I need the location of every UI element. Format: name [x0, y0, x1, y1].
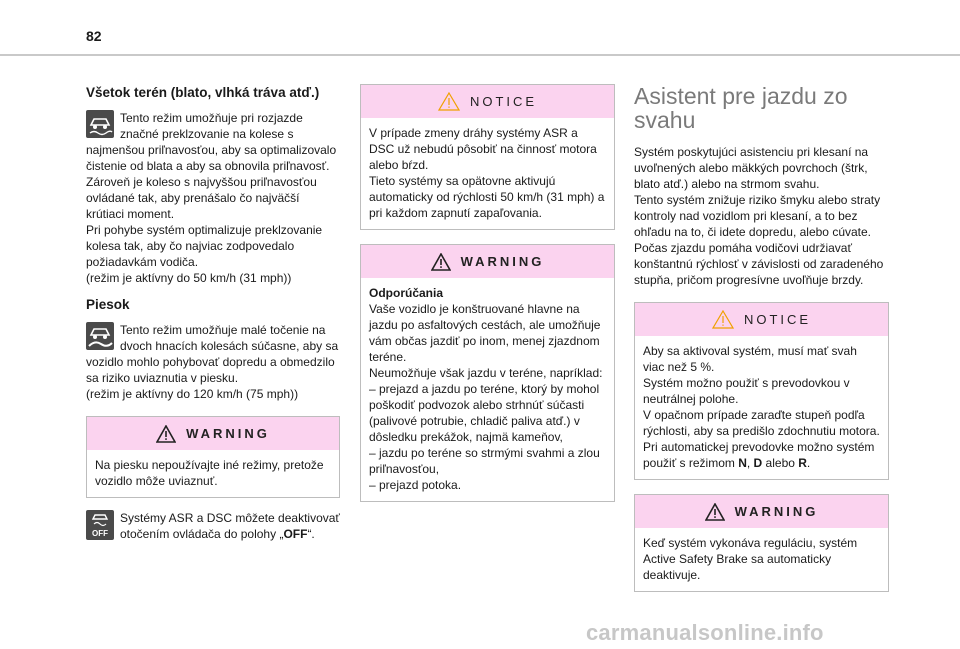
- column-3: [634, 84, 889, 604]
- sand-mode-icon: [86, 322, 114, 350]
- warning-text: Vaše vozidlo je konštruované hlavne na jazdu po asfaltových cestách, ale umožňuje vám občas jazdiť po inom, menej zjazdnom teréne. Neumožňuje však jazdu v teréne, napríklad: – prejazd a jazdu po teréne, ktorý by mohol poškodiť podvozok alebo strhnúť súčasti (palivové potrubie, chladič paliva atď.) v dôsledku prekážok, najmä kameňov, – jazdu po teréne so strmými svahmi a zlou priľnavosťou, – prejazd potoka.: [369, 302, 603, 492]
- section-title-hill-descent: Asistent pre jazdu zo svahu: [634, 83, 848, 133]
- off-icon-label: OFF: [92, 529, 108, 538]
- warning-text: Na piesku nepoužívajte iné režimy, pretože vozidlo môže uviaznuť.: [95, 458, 324, 488]
- warning-box-sand: [86, 416, 340, 498]
- sand-block: [86, 322, 340, 402]
- notice-triangle-icon: [438, 92, 460, 111]
- notice-title: NOTICE: [743, 311, 812, 327]
- warning-header: [361, 245, 614, 278]
- notice-header: [361, 85, 614, 118]
- warning-header: [87, 417, 339, 450]
- warning-subheading: Odporúčania: [369, 286, 444, 300]
- off-position: OFF: [283, 527, 308, 541]
- warning-title: WARNING: [734, 503, 819, 519]
- warning-body: [361, 278, 614, 501]
- warning-triangle-icon: [156, 425, 176, 443]
- warning-triangle-icon: [705, 503, 725, 521]
- notice-text: V prípade zmeny dráhy systémy ASR a DSC už nebudú pôsobiť na činnosť motora alebo bŕzd. Tieto systémy sa opätovne aktivujú automaticky od rýchlosti 50 km/h (31 mph) a pri každom zapnutí zapaľovania.: [369, 126, 605, 220]
- column-2: [360, 84, 615, 514]
- notice-header: [635, 303, 888, 336]
- warning-header: [635, 495, 888, 528]
- asr-off-block: [86, 510, 340, 542]
- section-heading-all-terrain: Všetok terén (blato, vlhká tráva atď.): [86, 85, 320, 100]
- hill-descent-intro: Systém poskytujúci asistenciu pri klesaní na uvoľnených alebo mäkkých povrchoch (štrk, blato atď.) alebo na strmom svahu. Tento systém znižuje riziko šmyku alebo straty kontroly nad vozidlom pri klesaní, a to bez ohľadu na to, či idete dopredu, alebo cúvate. Počas zjazdu pomáha vodičovi udržiavať konštantnú rýchlosť v závislosti od zaradeného stupňa, pričom progresívne uvoľňuje brzdy.: [634, 145, 884, 287]
- all-terrain-block: [86, 110, 340, 286]
- section-heading-sand: Piesok: [86, 297, 130, 312]
- warning-text: Keď systém vykonáva reguláciu, systém Active Safety Brake sa automaticky deaktivuje.: [643, 536, 858, 582]
- notice-box-hill: [634, 302, 889, 480]
- warning-triangle-icon: [431, 253, 451, 271]
- page-number: 82: [86, 28, 102, 44]
- mud-grass-mode-icon: [86, 110, 114, 138]
- warning-title: WARNING: [460, 253, 545, 269]
- asr-off-icon: [86, 510, 114, 540]
- sand-text: Tento režim umožňuje malé točenie na dvoch hnacích kolesách súčasne, aby sa vozidlo mohlo pohybovať dopredu a obmedzilo sa riziko uviaznutia v piesku. (režim je aktívny do 120 km/h (75 mph)): [86, 323, 339, 401]
- all-terrain-text: Tento režim umožňuje pri rozjazde značné preklzovanie na kolese s najmenšou priľnavosťou, aby sa optimalizovalo čistenie od blata a aby sa obnovila priľnavosť. Zároveň je koleso s najvyššou priľnavosťou ovládané tak, aby prenášalo čo najväčší krútiaci moment. Pri pohybe systém optimalizuje preklzovanie kolesa tak, aby čo najviac zodpovedalo požiadavkám vodiča. (režim je aktívny do 50 km/h (31 mph)): [86, 111, 337, 285]
- column-1: [86, 84, 340, 550]
- header-rule: [0, 54, 960, 56]
- warning-box-recommendations: [360, 244, 615, 502]
- notice-box-asr: [360, 84, 615, 230]
- warning-title: WARNING: [186, 425, 270, 441]
- watermark: carmanualsonline.info: [586, 620, 824, 645]
- asr-off-text: Systémy ASR a DSC môžete deaktivovať otočením ovládača do polohy „OFF“.: [120, 511, 340, 541]
- warning-box-active-safety-brake: [634, 494, 889, 592]
- notice-text: Aby sa aktivoval systém, musí mať svah viac než 5 %. Systém možno použiť s prevodovkou v neutrálnej polohe. V opačnom prípade zaraďte stupeň podľa rýchlosti, aby sa predišlo zdochnutiu motora. Pri automatickej prevodovke možno systém použiť s režimom N, D alebo R.: [643, 344, 880, 470]
- notice-triangle-icon: [712, 310, 734, 329]
- notice-title: NOTICE: [469, 93, 538, 109]
